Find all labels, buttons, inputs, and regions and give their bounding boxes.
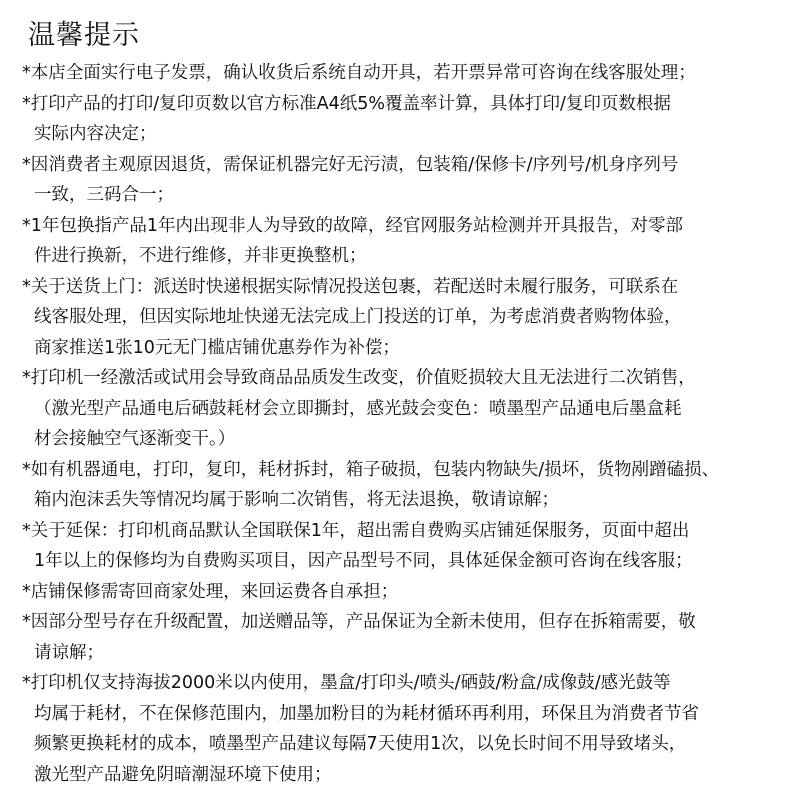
notice-item: *1年包换指产品1年内出现非人为导致的故障，经官网服务站检测并开具报告，对零部 (22, 215, 684, 236)
notice-item: *店铺保修需寄回商家处理，来回运费各自承担； (22, 581, 399, 602)
notice-item-continuation: 材会接触空气逐渐变干。） (34, 429, 236, 449)
notice-item-continuation: 实际内容决定； (34, 124, 157, 144)
notice-item-continuation: 线客服处理，但因实际地址快递无法完成上门投送的订单，为考虑消费者购物体验， (34, 307, 682, 327)
notice-item: *如有机器通电，打印，复印，耗材拆封，箱子破损，包装内物缺失/损坏，货物剐蹭磕损、 (22, 459, 720, 480)
notice-item: *打印机仅支持海拔2000米以内使用，墨盒/打印头/喷头/硒鼓/粉盒/成像鼓/感光鼓等 (22, 673, 671, 693)
notice-item-continuation: 箱内泡沫丢失等情况均属于影响二次销售，将无法退换，敬请谅解； (34, 490, 559, 510)
notice-item-continuation: 均属于耗材，不在保修范围内，加墨加粉目的为耗材循环再利用，环保且为消费者节省 (34, 703, 699, 724)
notice-item: *关于延保：打印机商品默认全国联保1年，超出需自费购买店铺延保服务，页面中超出 (22, 520, 690, 541)
notice-item: *因部分型号存在升级配置，加送赠品等，产品保证为全新未使用，但存在拆箱需要，敬 (22, 612, 696, 632)
notice-item-continuation: 商家推送1张10元无门槛店铺优惠券作为补偿； (34, 337, 400, 358)
notice-item-continuation: 请谅解； (34, 642, 104, 663)
notice-item: *本店全面实行电子发票，确认收货后系统自动开具，若开票异常可咨询在线客服处理； (22, 63, 696, 83)
page-title: 温馨提示 (28, 20, 140, 51)
notice-item-continuation: 件进行换新，不进行维修，并非更换整机； (34, 246, 367, 266)
notice-item-continuation: 一致，三码合一； (34, 185, 174, 205)
notice-item-continuation: 频繁更换耗材的成本，喷墨型产品建议每隔7天使用1次，以免长时间不用导致堵头， (34, 734, 687, 754)
notice-item: *打印产品的打印/复印页数以官方标准A4纸5%覆盖率计算，具体打印/复印页数根据 (22, 93, 671, 114)
notice-item: *因消费者主观原因退货，需保证机器完好无污渍，包装箱/保修卡/序列号/机身序列号 (22, 154, 679, 175)
notice-item: *关于送货上门：派送时快递根据实际情况投送包裹，若配送时未履行服务，可联系在 (22, 276, 679, 297)
notice-item: *打印机一经激活或试用会导致商品品质发生改变，价值贬损较大且无法进行二次销售， (22, 368, 696, 388)
notice-item-continuation: 1年以上的保修均为自费购买项目，因产品型号不同，具体延保金额可咨询在线客服； (34, 551, 693, 571)
notice-item-continuation: 激光型产品避免阴暗潮湿环境下使用； (34, 764, 332, 785)
notice-item-continuation: （激光型产品通电后硒鼓耗材会立即撕封，感光鼓会变色：喷墨型产品通电后墨盒耗 (34, 398, 682, 419)
